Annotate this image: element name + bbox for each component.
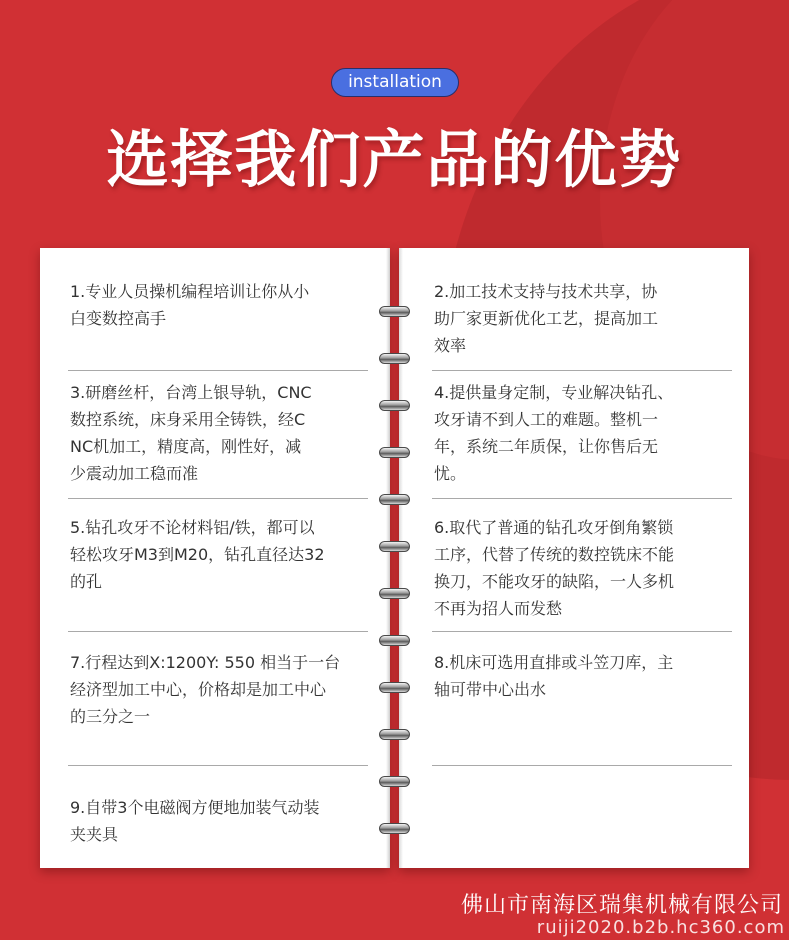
binder-ring — [379, 823, 410, 834]
binder-ring — [379, 776, 410, 787]
notebook-right-page — [399, 248, 749, 868]
binder-ring — [379, 635, 410, 646]
feature-item-4: 4.提供量身定制，专业解决钻孔、 攻牙请不到人工的难题。整机一 年，系统二年质保，让你售后无 忧。 — [434, 383, 674, 483]
divider — [432, 370, 732, 371]
binder-ring — [379, 494, 410, 505]
feature-item-7: 7.行程达到X:1200Y: 550 相当于一台 经济型加工中心，价格却是加工中心 的三分之一 — [70, 653, 341, 726]
feature-item-8: 8.机床可选用直排或斗笠刀库，主 轴可带中心出水 — [434, 653, 674, 699]
company-name: 佛山市南海区瑞集机械有限公司 — [460, 893, 783, 918]
feature-item-1: 1.专业人员操机编程培训让你从小 白变数控高手 — [70, 282, 310, 328]
feature-item-9: 9.自带3个电磁阀方便地加装气动装 夹夹具 — [70, 798, 320, 844]
company-url: ruiji2020.b2b.hc360.com — [536, 917, 785, 938]
binder-ring — [379, 447, 410, 458]
divider — [432, 498, 732, 499]
feature-item-2: 2.加工技术支持与技术共享，协 助厂家更新优化工艺，提高加工 效率 — [434, 282, 659, 355]
binder-ring — [379, 306, 410, 317]
divider — [68, 631, 368, 632]
feature-item-3: 3.研磨丝杆，台湾上银导轨，CNC 数控系统，床身采用全铸铁，经C NC机加工，精度高，刚性好，减 少震动加工稳而准 — [70, 383, 312, 483]
binder-ring — [379, 729, 410, 740]
divider — [68, 498, 368, 499]
divider — [68, 370, 368, 371]
feature-item-5: 5.钻孔攻牙不论材料铝/铁，都可以 轻松攻牙M3到M20，钻孔直径达32 的孔 — [70, 518, 325, 591]
notebook-left-page — [40, 248, 390, 868]
binder-ring — [379, 541, 410, 552]
binder-ring — [379, 682, 410, 693]
binder-ring — [379, 353, 410, 364]
page-title: 选择我们产品的优势 — [106, 123, 683, 196]
feature-item-6: 6.取代了普通的钻孔攻牙倒角繁锁 工序，代替了传统的数控铣床不能 换刀，不能攻牙的缺陷，一人多机 不再为招人而发愁 — [434, 518, 675, 618]
divider — [432, 631, 732, 632]
divider — [68, 765, 368, 766]
installation-badge: installation — [331, 68, 459, 97]
divider — [432, 765, 732, 766]
binder-ring — [379, 588, 410, 599]
binder-ring — [379, 400, 410, 411]
